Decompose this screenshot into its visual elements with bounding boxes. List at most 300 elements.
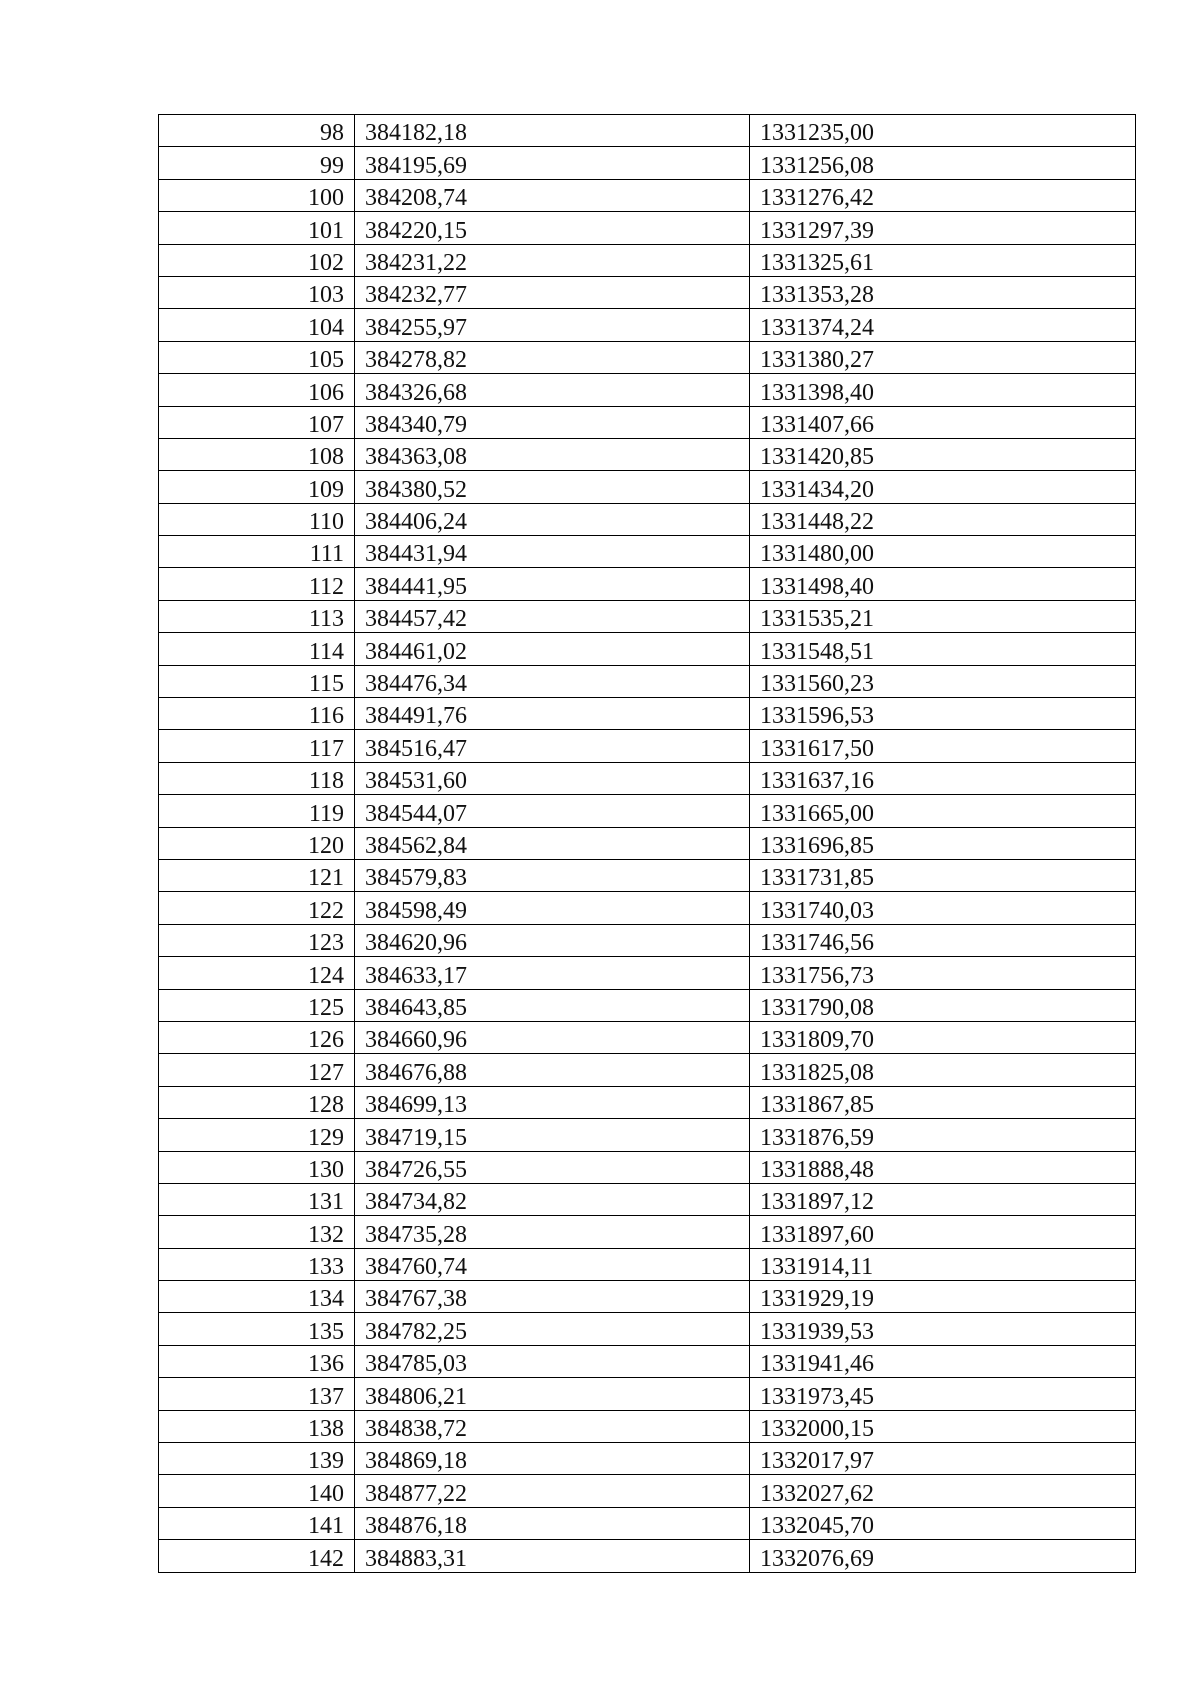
table-row [159, 115, 1136, 147]
x-coordinate-cell [355, 212, 750, 244]
y-coordinate-cell [750, 244, 1136, 276]
cell-text: 384208,74 [365, 185, 467, 212]
y-coordinate-cell [750, 374, 1136, 406]
cell-text: 384461,02 [365, 638, 467, 665]
table-row [159, 1475, 1136, 1507]
cell-text: 113 [308, 606, 344, 633]
point-number-cell [159, 762, 355, 794]
cell-text: 1331825,08 [760, 1059, 874, 1086]
cell-text: 384220,15 [365, 217, 467, 244]
table-row [159, 309, 1136, 341]
cell-text: 124 [308, 962, 344, 989]
y-coordinate-cell [750, 1086, 1136, 1118]
cell-text: 384660,96 [365, 1027, 467, 1054]
point-number-cell [159, 989, 355, 1021]
x-coordinate-cell [355, 1475, 750, 1507]
x-coordinate-cell [355, 1507, 750, 1539]
table-row [159, 1151, 1136, 1183]
cell-text: 1332000,15 [760, 1416, 874, 1443]
cell-text: 106 [308, 379, 344, 406]
table-row [159, 1119, 1136, 1151]
cell-text: 134 [308, 1286, 344, 1313]
cell-text: 1331353,28 [760, 282, 874, 309]
x-coordinate-cell [355, 341, 750, 373]
x-coordinate-cell [355, 406, 750, 438]
y-coordinate-cell [750, 147, 1136, 179]
table-row [159, 665, 1136, 697]
x-coordinate-cell [355, 244, 750, 276]
cell-text: 1331939,53 [760, 1318, 874, 1345]
point-number-cell [159, 633, 355, 665]
point-number-cell [159, 341, 355, 373]
table-row [159, 1216, 1136, 1248]
point-number-cell [159, 406, 355, 438]
cell-text: 1331941,46 [760, 1351, 874, 1378]
cell-text: 1331448,22 [760, 509, 874, 536]
cell-text: 1332076,69 [760, 1545, 874, 1572]
table-row [159, 374, 1136, 406]
x-coordinate-cell [355, 1151, 750, 1183]
table-row [159, 795, 1136, 827]
cell-text: 111 [309, 541, 344, 568]
table-row [159, 406, 1136, 438]
point-number-cell [159, 1378, 355, 1410]
cell-text: 384838,72 [365, 1416, 467, 1443]
cell-text: 384782,25 [365, 1318, 467, 1345]
point-number-cell [159, 730, 355, 762]
x-coordinate-cell [355, 892, 750, 924]
cell-text: 384620,96 [365, 930, 467, 957]
cell-text: 117 [308, 735, 344, 762]
point-number-cell [159, 1313, 355, 1345]
y-coordinate-cell [750, 1313, 1136, 1345]
point-number-cell [159, 859, 355, 891]
cell-text: 1331897,12 [760, 1189, 874, 1216]
x-coordinate-cell [355, 179, 750, 211]
cell-text: 384579,83 [365, 865, 467, 892]
x-coordinate-cell [355, 698, 750, 730]
cell-text: 384182,18 [365, 120, 467, 147]
cell-text: 384734,82 [365, 1189, 467, 1216]
x-coordinate-cell [355, 989, 750, 1021]
x-coordinate-cell [355, 1086, 750, 1118]
y-coordinate-cell [750, 1475, 1136, 1507]
y-coordinate-cell [750, 471, 1136, 503]
y-coordinate-cell [750, 924, 1136, 956]
x-coordinate-cell [355, 600, 750, 632]
point-number-cell [159, 892, 355, 924]
y-coordinate-cell [750, 1248, 1136, 1280]
table-row [159, 276, 1136, 308]
x-coordinate-cell [355, 1183, 750, 1215]
point-number-cell [159, 1119, 355, 1151]
cell-text: 384785,03 [365, 1351, 467, 1378]
coordinates-table-body [159, 115, 1136, 1573]
cell-text: 384531,60 [365, 768, 467, 795]
y-coordinate-cell [750, 503, 1136, 535]
x-coordinate-cell [355, 1443, 750, 1475]
point-number-cell [159, 698, 355, 730]
point-number-cell [159, 438, 355, 470]
cell-text: 384633,17 [365, 962, 467, 989]
cell-text: 100 [308, 185, 344, 212]
cell-text: 142 [308, 1545, 344, 1572]
table-row [159, 438, 1136, 470]
table-row [159, 179, 1136, 211]
cell-text: 384516,47 [365, 735, 467, 762]
cell-text: 1331235,00 [760, 120, 874, 147]
cell-text: 109 [308, 476, 344, 503]
cell-text: 384719,15 [365, 1124, 467, 1151]
point-number-cell [159, 600, 355, 632]
cell-text: 1331498,40 [760, 573, 874, 600]
cell-text: 1331374,24 [760, 314, 874, 341]
cell-text: 384544,07 [365, 800, 467, 827]
cell-text: 98 [320, 120, 344, 147]
cell-text: 1331973,45 [760, 1383, 874, 1410]
cell-text: 384562,84 [365, 832, 467, 859]
x-coordinate-cell [355, 665, 750, 697]
cell-text: 384883,31 [365, 1545, 467, 1572]
cell-text: 1332017,97 [760, 1448, 874, 1475]
cell-text: 384457,42 [365, 606, 467, 633]
cell-text: 1331420,85 [760, 444, 874, 471]
y-coordinate-cell [750, 1151, 1136, 1183]
cell-text: 1331380,27 [760, 347, 874, 374]
cell-text: 140 [308, 1480, 344, 1507]
cell-text: 384255,97 [365, 314, 467, 341]
cell-text: 128 [308, 1092, 344, 1119]
point-number-cell [159, 309, 355, 341]
x-coordinate-cell [355, 1248, 750, 1280]
point-number-cell [159, 1410, 355, 1442]
cell-text: 138 [308, 1416, 344, 1443]
cell-text: 1331560,23 [760, 671, 874, 698]
cell-text: 1331897,60 [760, 1221, 874, 1248]
x-coordinate-cell [355, 859, 750, 891]
point-number-cell [159, 665, 355, 697]
table-row [159, 1086, 1136, 1118]
cell-text: 384326,68 [365, 379, 467, 406]
y-coordinate-cell [750, 600, 1136, 632]
cell-text: 384876,18 [365, 1513, 467, 1540]
point-number-cell [159, 1216, 355, 1248]
y-coordinate-cell [750, 1378, 1136, 1410]
table-row [159, 503, 1136, 535]
cell-text: 384643,85 [365, 994, 467, 1021]
table-row [159, 1281, 1136, 1313]
x-coordinate-cell [355, 1378, 750, 1410]
cell-text: 1331276,42 [760, 185, 874, 212]
cell-text: 1331731,85 [760, 865, 874, 892]
y-coordinate-cell [750, 276, 1136, 308]
cell-text: 384806,21 [365, 1383, 467, 1410]
cell-text: 384340,79 [365, 411, 467, 438]
cell-text: 384232,77 [365, 282, 467, 309]
cell-text: 133 [308, 1254, 344, 1281]
y-coordinate-cell [750, 1410, 1136, 1442]
y-coordinate-cell [750, 698, 1136, 730]
point-number-cell [159, 1475, 355, 1507]
cell-text: 1331914,11 [760, 1254, 874, 1281]
table-row [159, 859, 1136, 891]
cell-text: 110 [308, 509, 344, 536]
y-coordinate-cell [750, 568, 1136, 600]
cell-text: 384380,52 [365, 476, 467, 503]
x-coordinate-cell [355, 633, 750, 665]
cell-text: 112 [308, 573, 344, 600]
y-coordinate-cell [750, 115, 1136, 147]
cell-text: 1331297,39 [760, 217, 874, 244]
point-number-cell [159, 244, 355, 276]
cell-text: 136 [308, 1351, 344, 1378]
x-coordinate-cell [355, 1410, 750, 1442]
y-coordinate-cell [750, 309, 1136, 341]
cell-text: 384869,18 [365, 1448, 467, 1475]
x-coordinate-cell [355, 147, 750, 179]
x-coordinate-cell [355, 374, 750, 406]
cell-text: 141 [308, 1513, 344, 1540]
cell-text: 122 [308, 897, 344, 924]
table-row [159, 1054, 1136, 1086]
y-coordinate-cell [750, 989, 1136, 1021]
x-coordinate-cell [355, 730, 750, 762]
x-coordinate-cell [355, 1119, 750, 1151]
cell-text: 384676,88 [365, 1059, 467, 1086]
point-number-cell [159, 147, 355, 179]
cell-text: 384760,74 [365, 1254, 467, 1281]
table-row [159, 341, 1136, 373]
point-number-cell [159, 827, 355, 859]
point-number-cell [159, 115, 355, 147]
cell-text: 1331888,48 [760, 1156, 874, 1183]
cell-text: 103 [308, 282, 344, 309]
cell-text: 1331407,66 [760, 411, 874, 438]
y-coordinate-cell [750, 1216, 1136, 1248]
table-row [159, 892, 1136, 924]
cell-text: 1331790,08 [760, 994, 874, 1021]
cell-text: 384231,22 [365, 249, 467, 276]
table-row [159, 1378, 1136, 1410]
table-row [159, 924, 1136, 956]
cell-text: 127 [308, 1059, 344, 1086]
x-coordinate-cell [355, 762, 750, 794]
table-row [159, 212, 1136, 244]
cell-text: 104 [308, 314, 344, 341]
cell-text: 99 [320, 152, 344, 179]
table-row [159, 147, 1136, 179]
point-number-cell [159, 1021, 355, 1053]
y-coordinate-cell [750, 1507, 1136, 1539]
y-coordinate-cell [750, 795, 1136, 827]
table-row [159, 1183, 1136, 1215]
table-row [159, 536, 1136, 568]
cell-text: 384767,38 [365, 1286, 467, 1313]
cell-text: 384431,94 [365, 541, 467, 568]
cell-text: 1331746,56 [760, 930, 874, 957]
table-row [159, 244, 1136, 276]
cell-text: 1331548,51 [760, 638, 874, 665]
cell-text: 384195,69 [365, 152, 467, 179]
x-coordinate-cell [355, 438, 750, 470]
point-number-cell [159, 957, 355, 989]
cell-text: 1331756,73 [760, 962, 874, 989]
table-row [159, 471, 1136, 503]
table-row [159, 1021, 1136, 1053]
point-number-cell [159, 795, 355, 827]
cell-text: 108 [308, 444, 344, 471]
y-coordinate-cell [750, 438, 1136, 470]
cell-text: 384441,95 [365, 573, 467, 600]
cell-text: 131 [308, 1189, 344, 1216]
cell-text: 123 [308, 930, 344, 957]
point-number-cell [159, 374, 355, 406]
table-row [159, 633, 1136, 665]
y-coordinate-cell [750, 341, 1136, 373]
cell-text: 1332045,70 [760, 1513, 874, 1540]
cell-text: 115 [308, 671, 344, 698]
cell-text: 132 [308, 1221, 344, 1248]
x-coordinate-cell [355, 827, 750, 859]
cell-text: 126 [308, 1027, 344, 1054]
cell-text: 130 [308, 1156, 344, 1183]
cell-text: 1331929,19 [760, 1286, 874, 1313]
point-number-cell [159, 1183, 355, 1215]
x-coordinate-cell [355, 795, 750, 827]
cell-text: 1331256,08 [760, 152, 874, 179]
point-number-cell [159, 1345, 355, 1377]
point-number-cell [159, 1248, 355, 1280]
table-row [159, 957, 1136, 989]
y-coordinate-cell [750, 957, 1136, 989]
point-number-cell [159, 1086, 355, 1118]
y-coordinate-cell [750, 1021, 1136, 1053]
cell-text: 101 [308, 217, 344, 244]
x-coordinate-cell [355, 1021, 750, 1053]
point-number-cell [159, 536, 355, 568]
y-coordinate-cell [750, 1345, 1136, 1377]
cell-text: 119 [308, 800, 344, 827]
cell-text: 129 [308, 1124, 344, 1151]
x-coordinate-cell [355, 957, 750, 989]
y-coordinate-cell [750, 859, 1136, 891]
cell-text: 384406,24 [365, 509, 467, 536]
cell-text: 1331867,85 [760, 1092, 874, 1119]
point-number-cell [159, 568, 355, 600]
cell-text: 125 [308, 994, 344, 1021]
cell-text: 1331617,50 [760, 735, 874, 762]
table-row [159, 730, 1136, 762]
table-row [159, 1507, 1136, 1539]
table-row [159, 827, 1136, 859]
cell-text: 105 [308, 347, 344, 374]
point-number-cell [159, 1540, 355, 1572]
x-coordinate-cell [355, 1540, 750, 1572]
cell-text: 121 [308, 865, 344, 892]
x-coordinate-cell [355, 503, 750, 535]
table-row [159, 1443, 1136, 1475]
point-number-cell [159, 1281, 355, 1313]
x-coordinate-cell [355, 1345, 750, 1377]
cell-text: 1331480,00 [760, 541, 874, 568]
cell-text: 1332027,62 [760, 1480, 874, 1507]
cell-text: 1331535,21 [760, 606, 874, 633]
y-coordinate-cell [750, 1443, 1136, 1475]
point-number-cell [159, 1507, 355, 1539]
y-coordinate-cell [750, 536, 1136, 568]
x-coordinate-cell [355, 1216, 750, 1248]
table-row [159, 1313, 1136, 1345]
cell-text: 116 [308, 703, 344, 730]
y-coordinate-cell [750, 1054, 1136, 1086]
point-number-cell [159, 503, 355, 535]
cell-text: 384699,13 [365, 1092, 467, 1119]
cell-text: 1331325,61 [760, 249, 874, 276]
cell-text: 107 [308, 411, 344, 438]
cell-text: 384877,22 [365, 1480, 467, 1507]
x-coordinate-cell [355, 115, 750, 147]
cell-text: 114 [308, 638, 344, 665]
x-coordinate-cell [355, 1281, 750, 1313]
y-coordinate-cell [750, 665, 1136, 697]
coordinates-table [158, 114, 1136, 1573]
cell-text: 1331740,03 [760, 897, 874, 924]
table-row [159, 698, 1136, 730]
cell-text: 384278,82 [365, 347, 467, 374]
y-coordinate-cell [750, 762, 1136, 794]
y-coordinate-cell [750, 1540, 1136, 1572]
y-coordinate-cell [750, 633, 1136, 665]
y-coordinate-cell [750, 179, 1136, 211]
cell-text: 1331434,20 [760, 476, 874, 503]
y-coordinate-cell [750, 212, 1136, 244]
cell-text: 1331696,85 [760, 832, 874, 859]
cell-text: 102 [308, 249, 344, 276]
cell-text: 384735,28 [365, 1221, 467, 1248]
point-number-cell [159, 924, 355, 956]
x-coordinate-cell [355, 536, 750, 568]
x-coordinate-cell [355, 276, 750, 308]
cell-text: 1331876,59 [760, 1124, 874, 1151]
x-coordinate-cell [355, 1054, 750, 1086]
cell-text: 135 [308, 1318, 344, 1345]
point-number-cell [159, 179, 355, 211]
point-number-cell [159, 212, 355, 244]
table-row [159, 1540, 1136, 1572]
cell-text: 120 [308, 832, 344, 859]
x-coordinate-cell [355, 924, 750, 956]
cell-text: 384363,08 [365, 444, 467, 471]
cell-text: 118 [308, 768, 344, 795]
y-coordinate-cell [750, 1183, 1136, 1215]
cell-text: 1331398,40 [760, 379, 874, 406]
x-coordinate-cell [355, 568, 750, 600]
table-row [159, 1345, 1136, 1377]
cell-text: 139 [308, 1448, 344, 1475]
cell-text: 384491,76 [365, 703, 467, 730]
y-coordinate-cell [750, 827, 1136, 859]
cell-text: 1331809,70 [760, 1027, 874, 1054]
y-coordinate-cell [750, 1281, 1136, 1313]
cell-text: 137 [308, 1383, 344, 1410]
table-row [159, 1248, 1136, 1280]
y-coordinate-cell [750, 892, 1136, 924]
cell-text: 1331665,00 [760, 800, 874, 827]
point-number-cell [159, 471, 355, 503]
table-row [159, 568, 1136, 600]
point-number-cell [159, 1443, 355, 1475]
cell-text: 1331596,53 [760, 703, 874, 730]
